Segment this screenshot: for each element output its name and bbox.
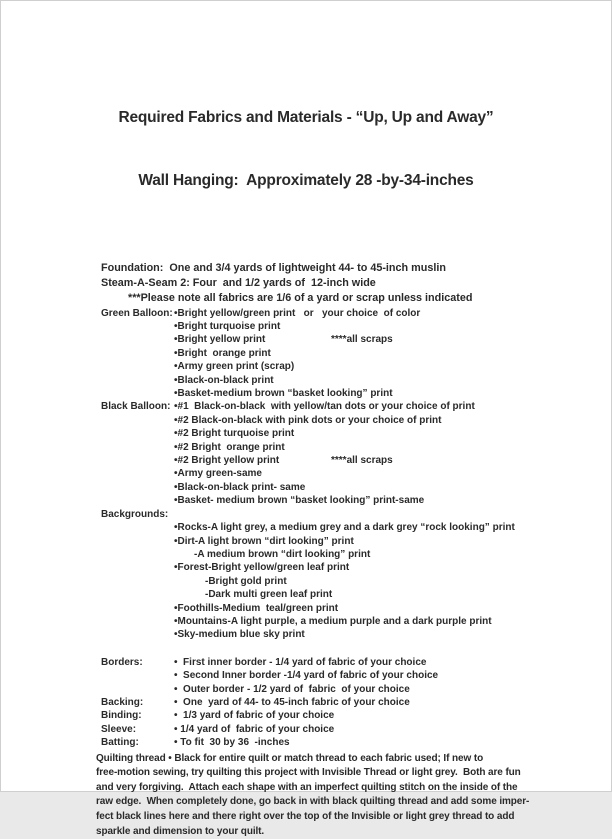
section-label-black-balloon: Black Balloon: xyxy=(101,401,171,413)
label-spacer xyxy=(101,454,174,467)
material-item: •Army green print (scrap) xyxy=(174,361,295,373)
backing-row xyxy=(101,696,611,709)
material-subitem: -Bright gold print xyxy=(205,575,287,587)
paragraph-line: sparkle and dimension to your quilt. xyxy=(96,825,265,837)
black-balloon-row xyxy=(101,454,611,467)
label-spacer xyxy=(101,588,174,601)
foundation-line: Foundation: One and 3/4 yards of lightweight 44- to 45-inch muslin xyxy=(101,262,446,274)
green-balloon-row xyxy=(101,387,611,400)
backgrounds-row xyxy=(101,615,611,628)
backgrounds-row xyxy=(101,548,611,561)
green-balloon-row xyxy=(101,347,611,360)
material-item: •Black-on-black print- same xyxy=(174,481,306,493)
material-item: • 1/3 yard of fabric of your choice xyxy=(174,710,335,722)
backgrounds-row xyxy=(101,508,611,521)
binding-row xyxy=(101,709,611,722)
label-spacer xyxy=(101,387,174,400)
material-item: •Dirt-A light brown “dirt looking” print xyxy=(174,535,354,547)
label-spacer xyxy=(101,360,174,373)
material-item: •#2 Bright turquoise print xyxy=(174,428,295,440)
document-title xyxy=(1,65,611,233)
material-item: • Outer border - 1/2 yard of fabric of your choice xyxy=(174,683,410,695)
material-item: •Black-on-black print xyxy=(174,374,274,386)
section-label-borders: Borders: xyxy=(101,656,143,668)
backgrounds-row xyxy=(101,535,611,548)
all-scraps-note: ****all scraps xyxy=(331,334,393,346)
green-balloon-row xyxy=(101,307,611,320)
material-item: •Basket- medium brown “basket looking” print-same xyxy=(174,495,425,507)
sleeve-row xyxy=(101,723,611,736)
black-balloon-row xyxy=(101,441,611,454)
materials-list xyxy=(101,307,611,750)
material-item: •Bright turquoise print xyxy=(174,321,281,333)
section-label-batting: Batting: xyxy=(101,737,139,749)
label-spacer xyxy=(101,669,174,682)
material-item: •#2 Black-on-black with pink dots or your choice of print xyxy=(174,414,442,426)
black-balloon-row xyxy=(101,467,611,480)
black-balloon-row xyxy=(101,427,611,440)
green-balloon-row xyxy=(101,320,611,333)
backgrounds-row xyxy=(101,521,611,534)
section-label-backing: Backing: xyxy=(101,696,144,708)
label-spacer xyxy=(101,561,174,574)
fabrics-note: ***Please note all fabrics are 1/6 of a yard or scrap unless indicated xyxy=(128,292,473,305)
material-item: •Foothills-Medium teal/green print xyxy=(174,602,339,614)
label-spacer xyxy=(101,615,174,628)
label-spacer xyxy=(101,467,174,480)
backgrounds-row xyxy=(101,628,611,641)
steam-a-seam-line: Steam-A-Seam 2: Four and 1/2 yards of 12-inch wide xyxy=(101,277,376,290)
label-spacer xyxy=(101,441,174,454)
backgrounds-row xyxy=(101,561,611,574)
label-spacer xyxy=(101,535,174,548)
material-item: •Bright yellow print xyxy=(174,334,266,346)
paragraph-line: free-motion sewing, try quilting this project with Invisible Thread or light grey. Both are fun xyxy=(96,767,521,779)
label-spacer xyxy=(101,333,174,346)
title-line-2: Wall Hanging: Approximately 28 -by-34-inches xyxy=(138,172,474,189)
black-balloon-row xyxy=(101,400,611,413)
material-item: • First inner border - 1/4 yard of fabric of your choice xyxy=(174,656,427,668)
label-spacer xyxy=(101,575,174,588)
label-spacer xyxy=(101,481,174,494)
material-item: •#2 Bright orange print xyxy=(174,441,285,453)
material-item: •Forest-Bright yellow/green leaf print xyxy=(174,562,350,574)
all-scraps-note: ****all scraps xyxy=(331,455,393,467)
material-item: • Second Inner border -1/4 yard of fabric of your choice xyxy=(174,670,439,682)
material-item: •Sky-medium blue sky print xyxy=(174,629,305,641)
green-balloon-row xyxy=(101,360,611,373)
borders-row xyxy=(101,669,611,682)
batting-row xyxy=(101,736,611,749)
title-line-1: Required Fabrics and Materials - “Up, Up and Away” xyxy=(118,109,494,126)
label-spacer xyxy=(101,414,174,427)
backgrounds-row xyxy=(101,602,611,615)
black-balloon-row xyxy=(101,414,611,427)
label-spacer xyxy=(101,347,174,360)
material-item: • To fit 30 by 36 -inches xyxy=(174,737,290,749)
label-spacer xyxy=(101,683,174,696)
section-label-green-balloon: Green Balloon: xyxy=(101,307,173,319)
material-item: •Basket-medium brown “basket looking” print xyxy=(174,388,393,400)
material-subitem: -Dark multi green leaf print xyxy=(205,589,333,601)
label-spacer xyxy=(101,548,174,561)
material-subitem: -A medium brown “dirt looking” print xyxy=(194,548,371,560)
label-spacer xyxy=(101,427,174,440)
section-label-binding: Binding: xyxy=(101,710,142,722)
material-item: • 1/4 yard of fabric of your choice xyxy=(174,723,335,735)
material-item: •Bright yellow/green print or your choice of color xyxy=(174,307,421,319)
black-balloon-row xyxy=(101,481,611,494)
label-spacer xyxy=(101,320,174,333)
paragraph-line: raw edge. When completely done, go back in with black quilting thread and add some imper- xyxy=(96,796,530,808)
material-item: •#2 Bright yellow print xyxy=(174,455,280,467)
paragraph-line: fect black lines here and there right over the top of the Invisible or light grey thread to add xyxy=(96,810,515,822)
backgrounds-row xyxy=(101,575,611,588)
material-item: •Rocks-A light grey, a medium grey and a dark grey “rock looking” print xyxy=(174,522,515,534)
quilting-thread-paragraph xyxy=(96,752,611,839)
material-item: •Army green-same xyxy=(174,468,262,480)
label-spacer xyxy=(101,521,174,534)
green-balloon-row xyxy=(101,374,611,387)
material-item: •#1 Black-on-black with yellow/tan dots or your choice of print xyxy=(174,401,475,413)
material-item: •Mountains-A light purple, a medium purple and a dark purple print xyxy=(174,615,492,627)
section-label-backgrounds: Backgrounds: xyxy=(101,508,169,520)
material-item: •Bright orange print xyxy=(174,347,271,359)
label-spacer xyxy=(101,494,174,507)
label-spacer xyxy=(101,628,174,641)
paragraph-line: Quilting thread • Black for entire quilt or match thread to each fabric used; If new to xyxy=(96,752,484,764)
borders-row xyxy=(101,656,611,669)
section-gap xyxy=(101,642,611,656)
label-spacer xyxy=(101,602,174,615)
black-balloon-row xyxy=(101,494,611,507)
backgrounds-row xyxy=(101,588,611,601)
green-balloon-row xyxy=(101,333,611,346)
section-label-sleeve: Sleeve: xyxy=(101,723,137,735)
borders-row xyxy=(101,683,611,696)
label-spacer xyxy=(101,374,174,387)
material-item: • One yard of 44- to 45-inch fabric of your choice xyxy=(174,696,410,708)
paragraph-line: and very forgiving. Attach each shape with an imperfect quilting stitch on the inside of the xyxy=(96,781,518,793)
intro-block xyxy=(101,261,611,307)
